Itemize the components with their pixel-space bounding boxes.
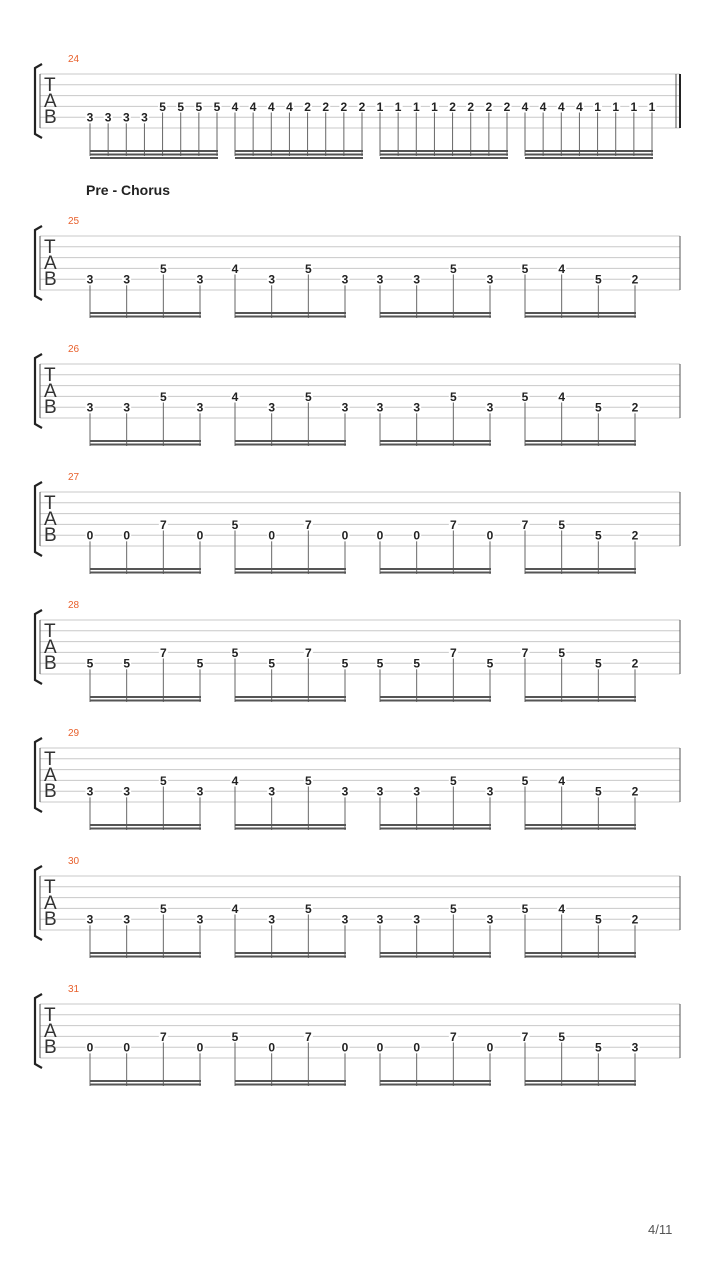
fret-number: 0 (486, 528, 494, 543)
fret-number: 4 (557, 99, 565, 114)
system-bracket (35, 866, 42, 940)
fret-number: 2 (340, 99, 348, 114)
section-marker-pre-chorus: Pre - Chorus (86, 182, 171, 198)
fret-number: 1 (612, 99, 620, 114)
fret-number: 3 (86, 912, 94, 927)
fret-number: 5 (304, 773, 312, 788)
fret-number: 3 (196, 784, 204, 799)
tab-clef-letter: B (44, 781, 57, 802)
fret-number: 7 (449, 517, 457, 532)
beam (380, 1080, 491, 1082)
fret-number: 0 (413, 528, 421, 543)
beam (90, 316, 201, 318)
fret-number: 5 (86, 656, 94, 671)
fret-number: 3 (631, 1040, 639, 1055)
fret-number: 2 (631, 400, 639, 415)
fret-number: 5 (486, 656, 494, 671)
measure-number: 25 (68, 216, 80, 227)
fret-number: 3 (196, 400, 204, 415)
fret-number: 7 (159, 645, 167, 660)
fret-number: 7 (521, 1029, 529, 1044)
beam (525, 824, 636, 826)
beam (380, 700, 491, 702)
measure-number: 30 (68, 856, 80, 867)
beam (90, 828, 201, 830)
beam (90, 1084, 201, 1086)
system-bracket (35, 64, 42, 138)
tab-clef-letter: B (44, 525, 57, 546)
fret-number: 2 (485, 99, 493, 114)
tab-system (35, 728, 680, 830)
tab-clef-letter: T (44, 365, 56, 386)
fret-number: 3 (196, 912, 204, 927)
fret-number: 5 (196, 656, 204, 671)
fret-number: 2 (358, 99, 366, 114)
fret-number: 1 (648, 99, 656, 114)
beam (380, 568, 491, 570)
beam (90, 572, 201, 574)
fret-number: 7 (521, 645, 529, 660)
fret-number: 5 (594, 1040, 602, 1055)
fret-number: 4 (249, 99, 257, 114)
beam (90, 952, 201, 954)
fret-number: 5 (449, 389, 457, 404)
beam (525, 1080, 636, 1082)
beam (235, 316, 346, 318)
beam (380, 1084, 491, 1086)
beam (380, 440, 491, 442)
tab-system (35, 216, 680, 318)
beam (235, 444, 346, 446)
fret-number: 5 (594, 656, 602, 671)
tab-clef-letter: B (44, 397, 57, 418)
beam (525, 700, 636, 702)
tab-clef-letter: T (44, 1005, 56, 1026)
fret-number: 3 (486, 912, 494, 927)
fret-number: 4 (231, 773, 239, 788)
fret-number: 3 (196, 272, 204, 287)
fret-number: 4 (231, 901, 239, 916)
beam (90, 696, 201, 698)
fret-number: 3 (341, 912, 349, 927)
tab-clef-letter: T (44, 621, 56, 642)
fret-number: 3 (86, 110, 94, 125)
beam (235, 696, 346, 698)
fret-number: 3 (376, 784, 384, 799)
fret-number: 5 (268, 656, 276, 671)
fret-number: 4 (539, 99, 547, 114)
beam (235, 572, 346, 574)
fret-number: 0 (341, 528, 349, 543)
fret-number: 4 (558, 773, 566, 788)
tab-system (35, 472, 680, 574)
systems (35, 54, 680, 1086)
fret-number: 3 (86, 400, 94, 415)
fret-number: 5 (594, 272, 602, 287)
fret-number: 3 (413, 912, 421, 927)
fret-number: 2 (631, 912, 639, 927)
fret-number: 7 (304, 1029, 312, 1044)
fret-number: 4 (558, 261, 566, 276)
fret-number: 5 (195, 99, 203, 114)
beam (380, 956, 491, 958)
fret-number: 5 (177, 99, 185, 114)
tab-clef-letter: A (44, 893, 57, 914)
beam (525, 696, 636, 698)
fret-number: 2 (467, 99, 475, 114)
fret-number: 5 (594, 400, 602, 415)
tab-clef-letter: T (44, 493, 56, 514)
beam (235, 700, 346, 702)
fret-number: 5 (304, 389, 312, 404)
fret-number: 7 (449, 1029, 457, 1044)
fret-number: 3 (268, 272, 276, 287)
fret-number: 5 (159, 773, 167, 788)
beam (525, 956, 636, 958)
system-bracket (35, 610, 42, 684)
beam (380, 154, 508, 156)
system-bracket (35, 994, 42, 1068)
fret-number: 5 (594, 912, 602, 927)
beam (380, 824, 491, 826)
measure-number: 31 (68, 984, 80, 995)
fret-number: 3 (104, 110, 112, 125)
tab-system (35, 54, 680, 159)
fret-number: 5 (376, 656, 384, 671)
fret-number: 0 (196, 528, 204, 543)
fret-number: 7 (159, 1029, 167, 1044)
fret-number: 5 (558, 517, 566, 532)
fret-number: 1 (431, 99, 438, 114)
fret-number: 5 (231, 645, 239, 660)
fret-number: 3 (268, 784, 276, 799)
beam (525, 150, 653, 152)
fret-number: 5 (123, 656, 131, 671)
beam (380, 444, 491, 446)
fret-number: 4 (521, 99, 529, 114)
fret-number: 0 (376, 528, 384, 543)
beam (380, 312, 491, 314)
fret-number: 3 (376, 272, 384, 287)
fret-number: 0 (341, 1040, 349, 1055)
fret-number: 7 (304, 645, 312, 660)
tab-clef-letter: A (44, 381, 57, 402)
tab-clef-letter: A (44, 765, 57, 786)
fret-number: 5 (413, 656, 421, 671)
beam (90, 154, 218, 156)
fret-number: 2 (304, 99, 311, 114)
tab-clef-letter: A (44, 1021, 57, 1042)
beam (90, 157, 218, 159)
beam (235, 440, 346, 442)
fret-number: 5 (558, 1029, 566, 1044)
fret-number: 0 (413, 1040, 421, 1055)
fret-number: 5 (159, 389, 167, 404)
beam (90, 440, 201, 442)
beam (525, 154, 653, 156)
fret-number: 4 (231, 389, 239, 404)
beam (235, 157, 363, 159)
fret-number: 0 (123, 528, 131, 543)
beam (235, 312, 346, 314)
beam (90, 150, 218, 152)
beam (235, 1080, 346, 1082)
fret-number: 5 (159, 99, 166, 114)
fret-number: 5 (449, 261, 457, 276)
tab-clef-letter: T (44, 237, 56, 258)
beam (235, 824, 346, 826)
system-bracket (35, 226, 42, 300)
beam (235, 568, 346, 570)
fret-number: 2 (631, 656, 639, 671)
measure-number: 28 (68, 600, 80, 611)
fret-number: 3 (141, 110, 148, 125)
fret-number: 1 (376, 99, 384, 114)
fret-number: 2 (322, 99, 330, 114)
tab-clef-letter: B (44, 653, 57, 674)
system-bracket (35, 482, 42, 556)
measure-number: 26 (68, 344, 80, 355)
beam (380, 952, 491, 954)
tab-clef-letter: B (44, 909, 57, 930)
fret-number: 4 (286, 99, 293, 114)
fret-number: 3 (123, 912, 131, 927)
fret-number: 3 (122, 110, 130, 125)
fret-number: 0 (268, 1040, 276, 1055)
measure-number: 24 (68, 54, 80, 65)
beam (525, 440, 636, 442)
fret-number: 2 (503, 99, 511, 114)
fret-number: 4 (231, 261, 239, 276)
fret-number: 5 (521, 261, 529, 276)
fret-number: 1 (630, 99, 638, 114)
fret-number: 3 (86, 784, 94, 799)
tab-clef-letter: T (44, 75, 56, 96)
beam (525, 316, 636, 318)
fret-number: 4 (231, 99, 239, 114)
fret-number: 3 (486, 784, 494, 799)
beam (525, 828, 636, 830)
fret-number: 3 (268, 912, 276, 927)
beam (525, 952, 636, 954)
fret-number: 5 (449, 773, 457, 788)
tab-clef-letter: A (44, 91, 57, 112)
tab-system (35, 984, 680, 1086)
fret-number: 4 (576, 99, 583, 114)
fret-number: 0 (376, 1040, 384, 1055)
fret-number: 4 (558, 901, 566, 916)
fret-number: 5 (304, 901, 312, 916)
fret-number: 4 (558, 389, 566, 404)
fret-number: 5 (231, 517, 239, 532)
fret-number: 2 (449, 99, 456, 114)
beam (380, 157, 508, 159)
beam (525, 444, 636, 446)
measure-number: 29 (68, 728, 80, 739)
fret-number: 3 (341, 400, 349, 415)
fret-number: 7 (159, 517, 167, 532)
fret-number: 3 (341, 272, 349, 287)
fret-number: 5 (304, 261, 312, 276)
beam (90, 312, 201, 314)
fret-number: 3 (413, 784, 421, 799)
fret-number: 3 (123, 400, 131, 415)
beam (525, 157, 653, 159)
beam (90, 444, 201, 446)
tab-clef-letter: A (44, 509, 57, 530)
fret-number: 7 (304, 517, 312, 532)
beam (380, 572, 491, 574)
fret-number: 3 (486, 272, 494, 287)
tab-clef-letter: B (44, 1037, 57, 1058)
fret-number: 3 (413, 400, 421, 415)
fret-number: 2 (631, 784, 639, 799)
fret-number: 3 (413, 272, 421, 287)
fret-number: 5 (449, 901, 457, 916)
fret-number: 5 (558, 645, 566, 660)
fret-number: 5 (159, 901, 167, 916)
fret-number: 2 (631, 272, 639, 287)
system-bracket (35, 738, 42, 812)
beam (525, 568, 636, 570)
beam (235, 150, 363, 152)
beam (235, 952, 346, 954)
tab-clef-letter: B (44, 269, 57, 290)
fret-number: 3 (86, 272, 94, 287)
beam (90, 568, 201, 570)
fret-number: 5 (594, 528, 602, 543)
beam (525, 312, 636, 314)
tab-clef-letter: A (44, 637, 57, 658)
fret-number: 3 (376, 400, 384, 415)
beam (90, 1080, 201, 1082)
beam (380, 316, 491, 318)
beam (235, 828, 346, 830)
fret-number: 5 (213, 99, 221, 114)
tab-system (35, 856, 680, 958)
fret-number: 3 (376, 912, 384, 927)
fret-number: 5 (594, 784, 602, 799)
fret-number: 3 (341, 784, 349, 799)
beam (525, 572, 636, 574)
fret-number: 4 (267, 99, 275, 114)
fret-number: 7 (449, 645, 457, 660)
tab-system (35, 344, 680, 446)
tab-clef-letter: T (44, 877, 56, 898)
tab-system (35, 600, 680, 702)
fret-number: 5 (521, 901, 529, 916)
fret-number: 5 (341, 656, 349, 671)
beam (235, 1084, 346, 1086)
beam (525, 1084, 636, 1086)
tab-clef-letter: B (44, 107, 57, 128)
fret-number: 0 (486, 1040, 494, 1055)
fret-number: 5 (521, 389, 529, 404)
fret-number: 3 (268, 400, 276, 415)
fret-number: 2 (631, 528, 639, 543)
fret-number: 0 (123, 1040, 131, 1055)
fret-number: 3 (486, 400, 494, 415)
beam (380, 150, 508, 152)
measure-number: 27 (68, 472, 80, 483)
fret-number: 1 (394, 99, 402, 114)
fret-number: 1 (594, 99, 601, 114)
beam (235, 956, 346, 958)
fret-number: 0 (86, 528, 94, 543)
tab-clef-letter: A (44, 253, 57, 274)
fret-number: 0 (268, 528, 276, 543)
beam (380, 828, 491, 830)
system-bracket (35, 354, 42, 428)
fret-number: 3 (123, 784, 131, 799)
tab-clef-letter: T (44, 749, 56, 770)
beam (380, 696, 491, 698)
fret-number: 7 (521, 517, 529, 532)
page-number: 4/11 (648, 1222, 673, 1237)
fret-number: 5 (231, 1029, 239, 1044)
beam (90, 956, 201, 958)
fret-number: 1 (412, 99, 420, 114)
beam (90, 824, 201, 826)
fret-number: 5 (521, 773, 529, 788)
beam (235, 154, 363, 156)
fret-number: 0 (196, 1040, 204, 1055)
beam (90, 700, 201, 702)
fret-number: 0 (86, 1040, 94, 1055)
fret-number: 3 (123, 272, 131, 287)
fret-number: 5 (159, 261, 167, 276)
